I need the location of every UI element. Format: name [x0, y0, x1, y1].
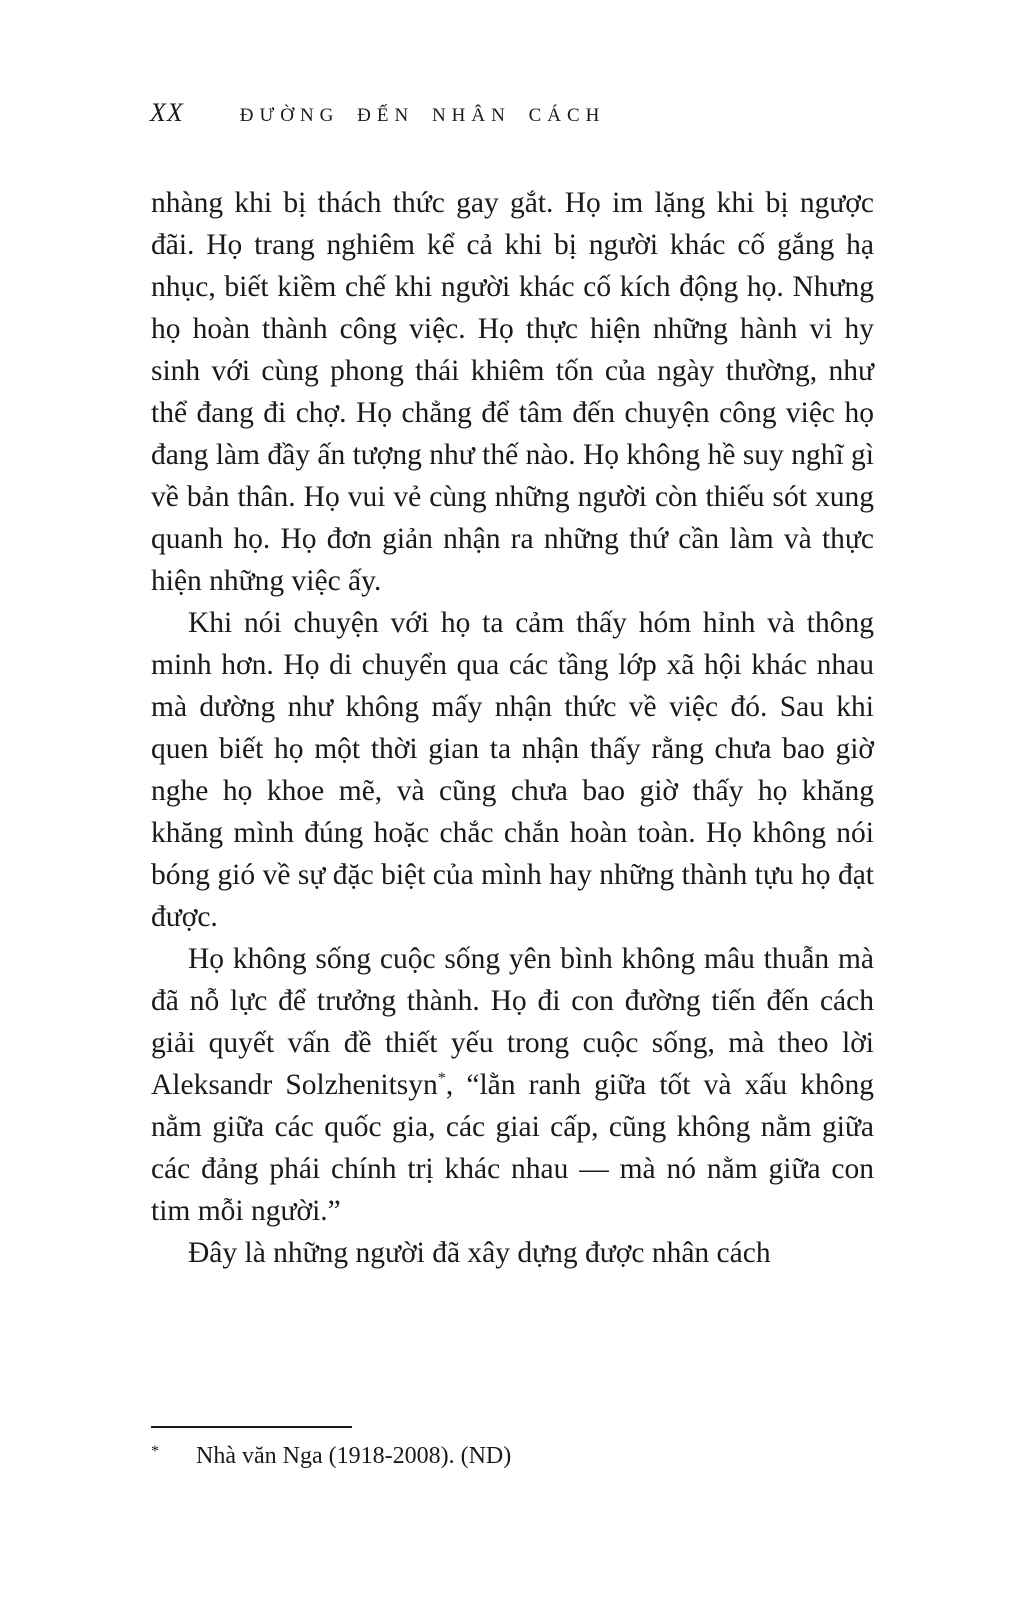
footnote-line: [151, 1441, 874, 1471]
footnote-text: Nhà văn Nga (1918-2008). (ND): [196, 1443, 512, 1469]
paragraph: nhàng khi bị thách thức gay gắt. Họ im lặng khi bị ngược đãi. Họ trang nghiêm kể cả khi bị người khác cố gắng hạ nhục, biết kiềm chế khi người khác cố kích động họ. Nhưng họ hoàn thành công việc. Họ thực hiện những hành vi hy sinh với cùng phong thái khiêm tốn của ngày thường, như thể đang đi chợ. Họ chẳng để tâm đến chuyện công việc họ đang làm đầy ấn tượng như thế nào. Họ không hề suy nghĩ gì về bản thân. Họ vui vẻ cùng những người còn thiếu sót xung quanh họ. Họ đơn giản nhận ra những thứ cần làm và thực hiện những việc ấy.: [151, 187, 874, 597]
paragraph: Đây là những người đã xây dựng được nhân cách: [188, 1237, 771, 1269]
running-title: ĐƯỜNG ĐẾN NHÂN CÁCH: [239, 105, 606, 126]
paragraph: Họ không sống cuộc sống yên bình không mâu thuẫn mà đã nỗ lực để trưởng thành. Họ đi con đường tiến đến cách giải quyết vấn đề thiết yếu trong cuộc sống, mà theo lời Aleksandr Solzhenitsyn*, “lằn ranh giữa tốt và xấu không nằm giữa các quốc gia, các giai cấp, cũng không nằm giữa các đảng phái chính trị khác nhau — mà nó nằm giữa con tim mỗi người.”: [151, 943, 874, 1227]
footnote-reference-asterisk: *: [437, 1069, 446, 1088]
paragraph: Khi nói chuyện với họ ta cảm thấy hóm hỉnh và thông minh hơn. Họ di chuyển qua các tầng lớp xã hội khác nhau mà dường như không mấy nhận thức về việc đó. Sau khi quen biết họ một thời gian ta nhận thấy rằng chưa bao giờ nghe họ khoe mẽ, và cũng chưa bao giờ thấy họ khăng khăng mình đúng hoặc chắc chắn hoàn toàn. Họ không nói bóng gió về sự đặc biệt của mình hay những thành tựu họ đạt được.: [151, 607, 874, 933]
footnote-asterisk: *: [151, 1443, 159, 1460]
footnote-rule: [151, 1426, 352, 1428]
page-number: XX: [150, 98, 184, 127]
body-text: [151, 182, 874, 1274]
footnote-block: [151, 1426, 874, 1471]
running-header: [150, 98, 876, 128]
